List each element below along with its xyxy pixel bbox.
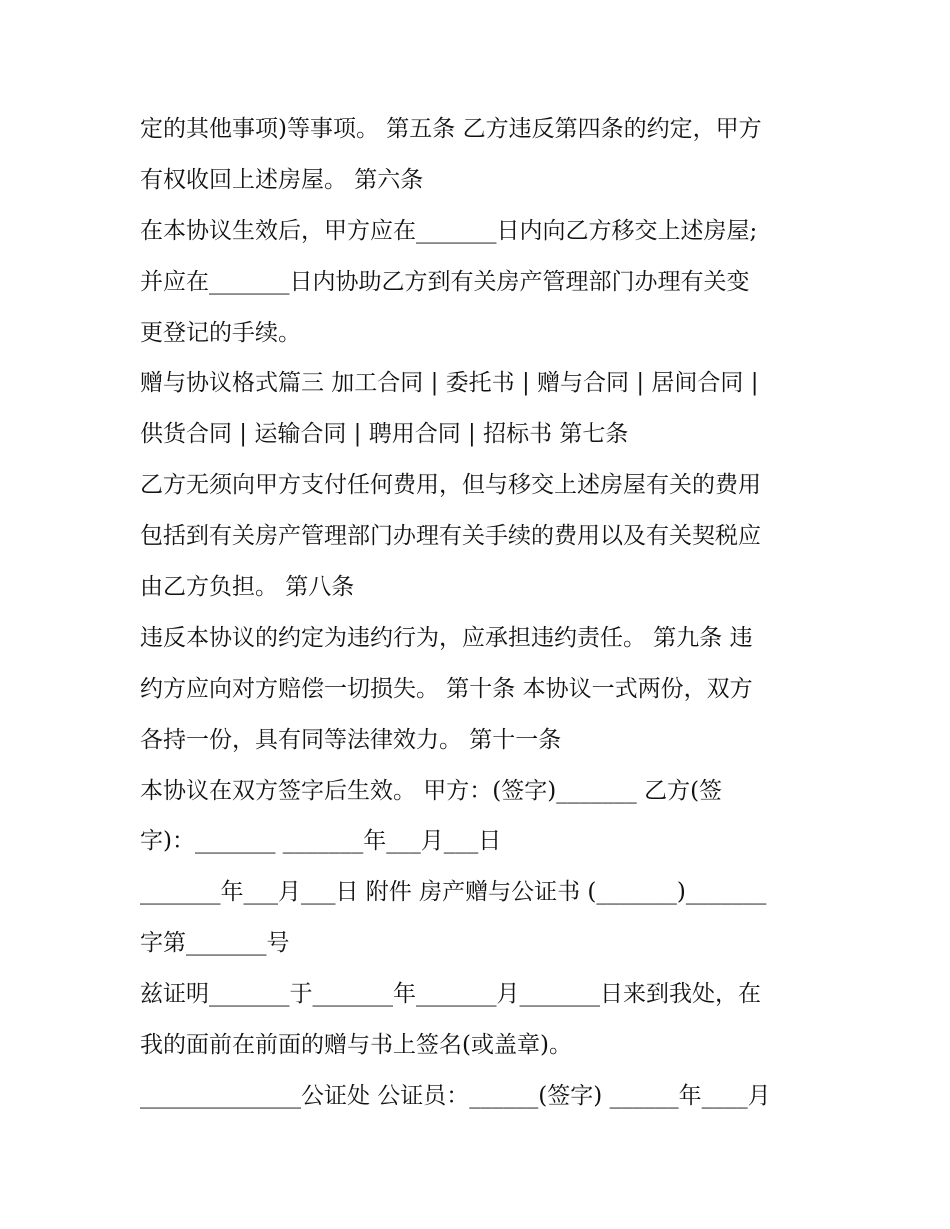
text-line: 兹证明_______于_______年_______月_______日来到我处，在 xyxy=(140,981,761,1008)
text-line: 各持一份，具有同等法律效力。 第十一条 xyxy=(140,726,562,753)
document-body xyxy=(140,104,820,1122)
text-line: 并应在_______日内协助乙方到有关房产管理部门办理有关变 xyxy=(140,268,750,295)
text-line: 约方应向对方赔偿一切损失。 第十条 本协议一式两份，双方 xyxy=(140,675,753,702)
text-line: 违反本协议的约定为违约行为，应承担违约责任。 第九条 违 xyxy=(140,624,753,651)
text-line: 由乙方负担。 第八条 xyxy=(140,574,355,601)
text-line: 字第_______号 xyxy=(140,930,290,957)
text-line: 更登记的手续。 xyxy=(140,319,301,346)
text-line: _______年___月___日 附件 房产赠与公证书 (_______)_______ xyxy=(140,879,767,906)
text-line: ______________公证处 公证员：______(签字) ______年____月 xyxy=(140,1082,771,1109)
text-line: 在本协议生效后，甲方应在_______日内向乙方移交上述房屋; xyxy=(140,217,758,244)
text-line: 有权收回上述房屋。 第六条 xyxy=(140,166,424,193)
text-line: 定的其他事项)等事项。 第五条 乙方违反第四条的约定，甲方 xyxy=(140,116,762,142)
text-line: 本协议在双方签字后生效。 甲方：(签字)_______ 乙方(签 xyxy=(140,777,723,804)
text-line: 包括到有关房产管理部门办理有关手续的费用以及有关契税应 xyxy=(140,523,761,550)
text-line: 赠与协议格式篇三 加工合同 | 委托书 | 赠与合同 | 居间合同 | xyxy=(140,370,759,397)
text-line: 我的面前在前面的赠与书上签名(或盖章)。 xyxy=(140,1032,572,1059)
text-line: 供货合同 | 运输合同 | 聘用合同 | 招标书 第七条 xyxy=(140,421,629,448)
text-line: 字)：_______ _______年___月___日 xyxy=(140,828,502,855)
text-line: 乙方无须向甲方支付任何费用，但与移交上述房屋有关的费用 xyxy=(140,472,761,499)
